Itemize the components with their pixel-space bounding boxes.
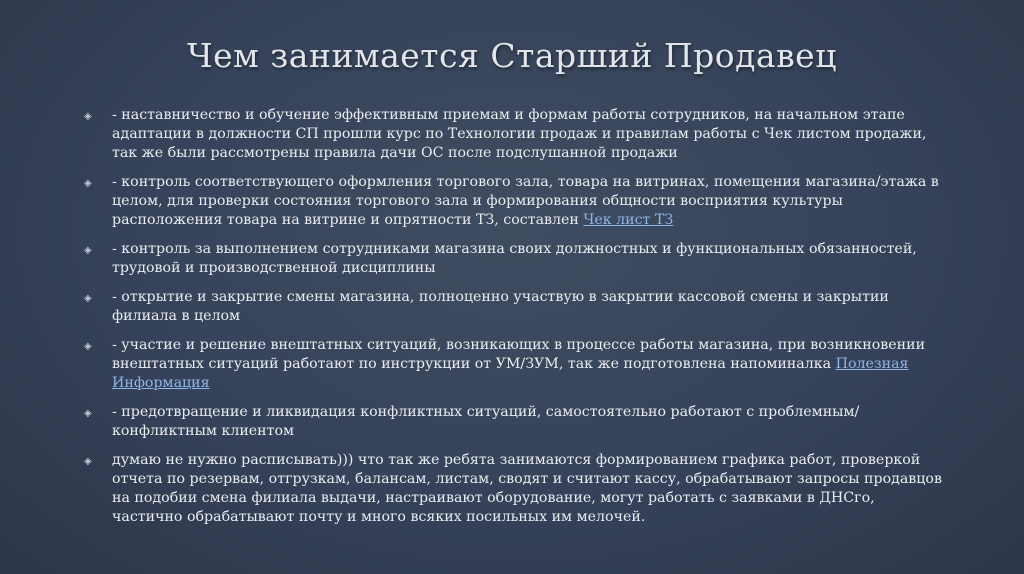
list-item-text: думаю не нужно расписывать))) что так же ребята занимаются формированием графика работ, проверкой отчета по резервам, отгрузкам, балансам, листам, сводят и считают кассу, обрабатывают запросы продавцов на подобии смена филиала выдачи, настраивают оборудование, могут работать с заявками в ДНСго, частично обрабатывают почту и много всяких посильных им мелочей. — [112, 452, 942, 525]
list-item-text: - наставничество и обучение эффективным приемам и формам работы сотрудников, на начальном этапе адаптации в должности СП прошли курс по Технологии продаж и правилам работы с Чек листом продажи, так же были рассмотрены правила дачи ОС после подслушанной продажи — [112, 107, 927, 161]
diamond-bullet-icon: ◈ — [84, 341, 92, 352]
list-item-text: - предотвращение и ликвидация конфликтных ситуаций, самостоятельно работают с проблемным/конфликтным клиентом — [112, 404, 860, 439]
list-item — [84, 336, 944, 393]
diamond-bullet-icon: ◈ — [84, 178, 92, 189]
list-item-text: - участие и решение внештатных ситуаций, возникающих в процессе работы магазина, при возникновении внештатных ситуаций работают по инструкции от УМ/ЗУМ, так же подготовлена напоминалка — [112, 337, 926, 372]
list-item — [84, 288, 944, 326]
diamond-bullet-icon: ◈ — [84, 456, 92, 467]
list-item — [84, 106, 944, 163]
list-item — [84, 451, 944, 527]
diamond-bullet-icon: ◈ — [84, 293, 92, 304]
list-item-text: - контроль за выполнением сотрудниками магазина своих должностных и функциональных обязанностей, трудовой и производственной дисциплины — [112, 241, 917, 276]
list-item-text: - контроль соответствующего оформления торгового зала, товара на витринах, помещения магазина/этажа в целом, для проверки состояния торгового зала и формирования общности восприятия культуры расположения товара на витрине и опрятности ТЗ, составлен — [112, 174, 939, 228]
list-item — [84, 173, 944, 230]
bullet-list — [84, 106, 944, 537]
list-item-text: - открытие и закрытие смены магазина, полноценно участвую в закрытии кассовой смены и закрытии филиала в целом — [112, 289, 889, 324]
diamond-bullet-icon: ◈ — [84, 111, 92, 122]
useful-info-link[interactable]: Полезная Информация — [112, 356, 909, 391]
list-item — [84, 240, 944, 278]
diamond-bullet-icon: ◈ — [84, 245, 92, 256]
diamond-bullet-icon: ◈ — [84, 408, 92, 419]
slide-title: Чем занимается Старший Продавец — [187, 36, 837, 75]
checklist-tz-link[interactable]: Чек лист ТЗ — [583, 212, 674, 228]
list-item — [84, 403, 944, 441]
